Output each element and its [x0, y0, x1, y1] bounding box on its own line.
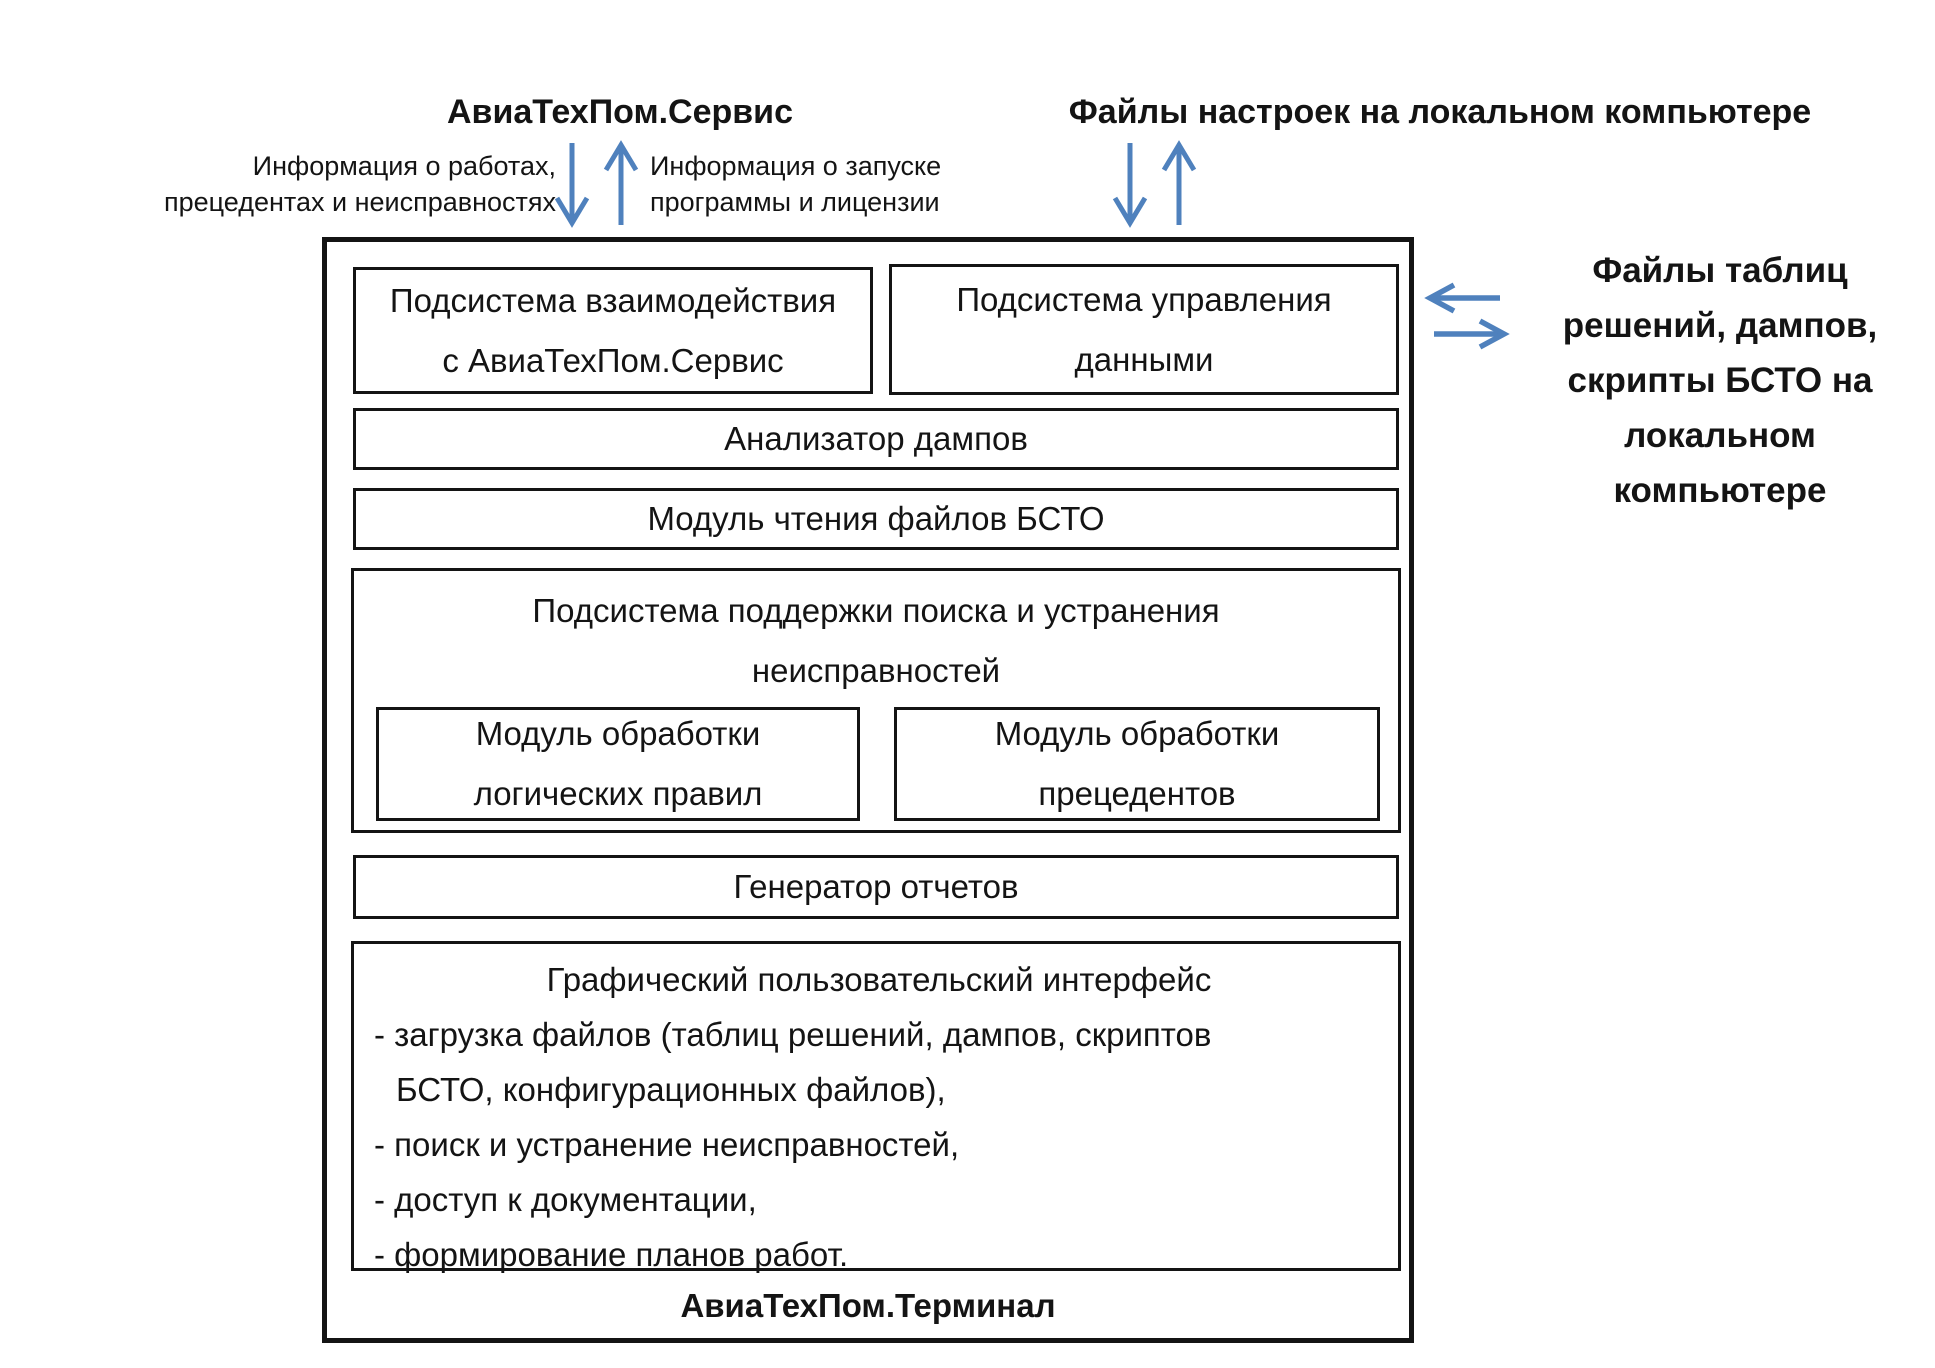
- local-files-note: [1515, 243, 1925, 518]
- left-arrow-icon: [1424, 281, 1504, 315]
- up-arrow-icon: [1159, 140, 1199, 228]
- box-line: Подсистема управления: [956, 280, 1332, 318]
- interaction-subsystem-box: [353, 267, 873, 394]
- note-line: решений, дампов,: [1562, 306, 1878, 345]
- settings-files-title: Файлы настроек на локальном компьютере: [1068, 93, 1812, 131]
- box-line: Генератор отчетов: [733, 868, 1019, 905]
- down-arrow-icon: [1110, 140, 1150, 228]
- down-arrow-icon: [552, 140, 592, 228]
- troubleshooting-subsystem-box: [351, 568, 1401, 833]
- note-line: компьютере: [1613, 471, 1827, 510]
- note-line: Файлы таблиц: [1592, 251, 1848, 290]
- box-line: прецедентов: [1038, 775, 1236, 812]
- box-line: Модуль чтения файлов БСТО: [647, 500, 1105, 537]
- rules-processing-module-box: [376, 707, 860, 821]
- box-line: Подсистема взаимодействия: [389, 281, 837, 319]
- gui-feature-line: - загрузка файлов (таблиц решений, дампов, скриптов: [374, 1016, 1212, 1053]
- right-flow-label: [650, 148, 1050, 220]
- report-generator-box: [353, 855, 1399, 919]
- left-flow-label: [70, 148, 556, 220]
- label-line: Информация о работах,: [252, 151, 556, 181]
- service-title: АвиаТехПом.Сервис: [446, 93, 793, 131]
- gui-feature-line: - формирование планов работ.: [374, 1236, 849, 1273]
- settings-flow-arrows: [1110, 140, 1199, 228]
- gui-title: Графический пользовательский интерфейс: [546, 961, 1212, 998]
- gui-feature-line: - поиск и устранение неисправностей,: [374, 1126, 960, 1163]
- terminal-label: АвиаТехПом.Терминал: [680, 1287, 1056, 1324]
- box-line: неисправностей: [751, 652, 1001, 689]
- bsto-file-reader-box: [353, 488, 1399, 550]
- right-arrow-icon: [1430, 317, 1510, 351]
- note-line: локальном: [1624, 416, 1816, 455]
- box-line: данными: [1074, 340, 1214, 378]
- gui-feature-line: - доступ к документации,: [374, 1181, 757, 1218]
- box-line: с АвиаТехПом.Сервис: [442, 341, 784, 379]
- service-flow-arrows: [552, 140, 641, 228]
- gui-feature-line: БСТО, конфигурационных файлов),: [396, 1071, 946, 1108]
- up-arrow-icon: [601, 140, 641, 228]
- troubleshooting-title: [354, 571, 1398, 701]
- gui-box: [351, 941, 1401, 1271]
- dump-analyzer-box: [353, 408, 1399, 470]
- box-line: Анализатор дампов: [724, 420, 1028, 457]
- box-line: Модуль обработки: [994, 715, 1280, 752]
- label-line: программы и лицензии: [650, 187, 940, 217]
- terminal-box: [322, 237, 1414, 1343]
- case-processing-module-box: [894, 707, 1380, 821]
- label-line: Информация о запуске: [650, 151, 942, 181]
- box-line: Подсистема поддержки поиска и устранения: [532, 592, 1220, 629]
- box-line: Модуль обработки: [475, 715, 761, 752]
- data-management-subsystem-box: [889, 264, 1399, 395]
- note-line: скрипты БСТО на: [1567, 361, 1873, 400]
- label-line: прецедентах и неисправностях: [163, 187, 556, 217]
- box-line: логических правил: [473, 775, 763, 812]
